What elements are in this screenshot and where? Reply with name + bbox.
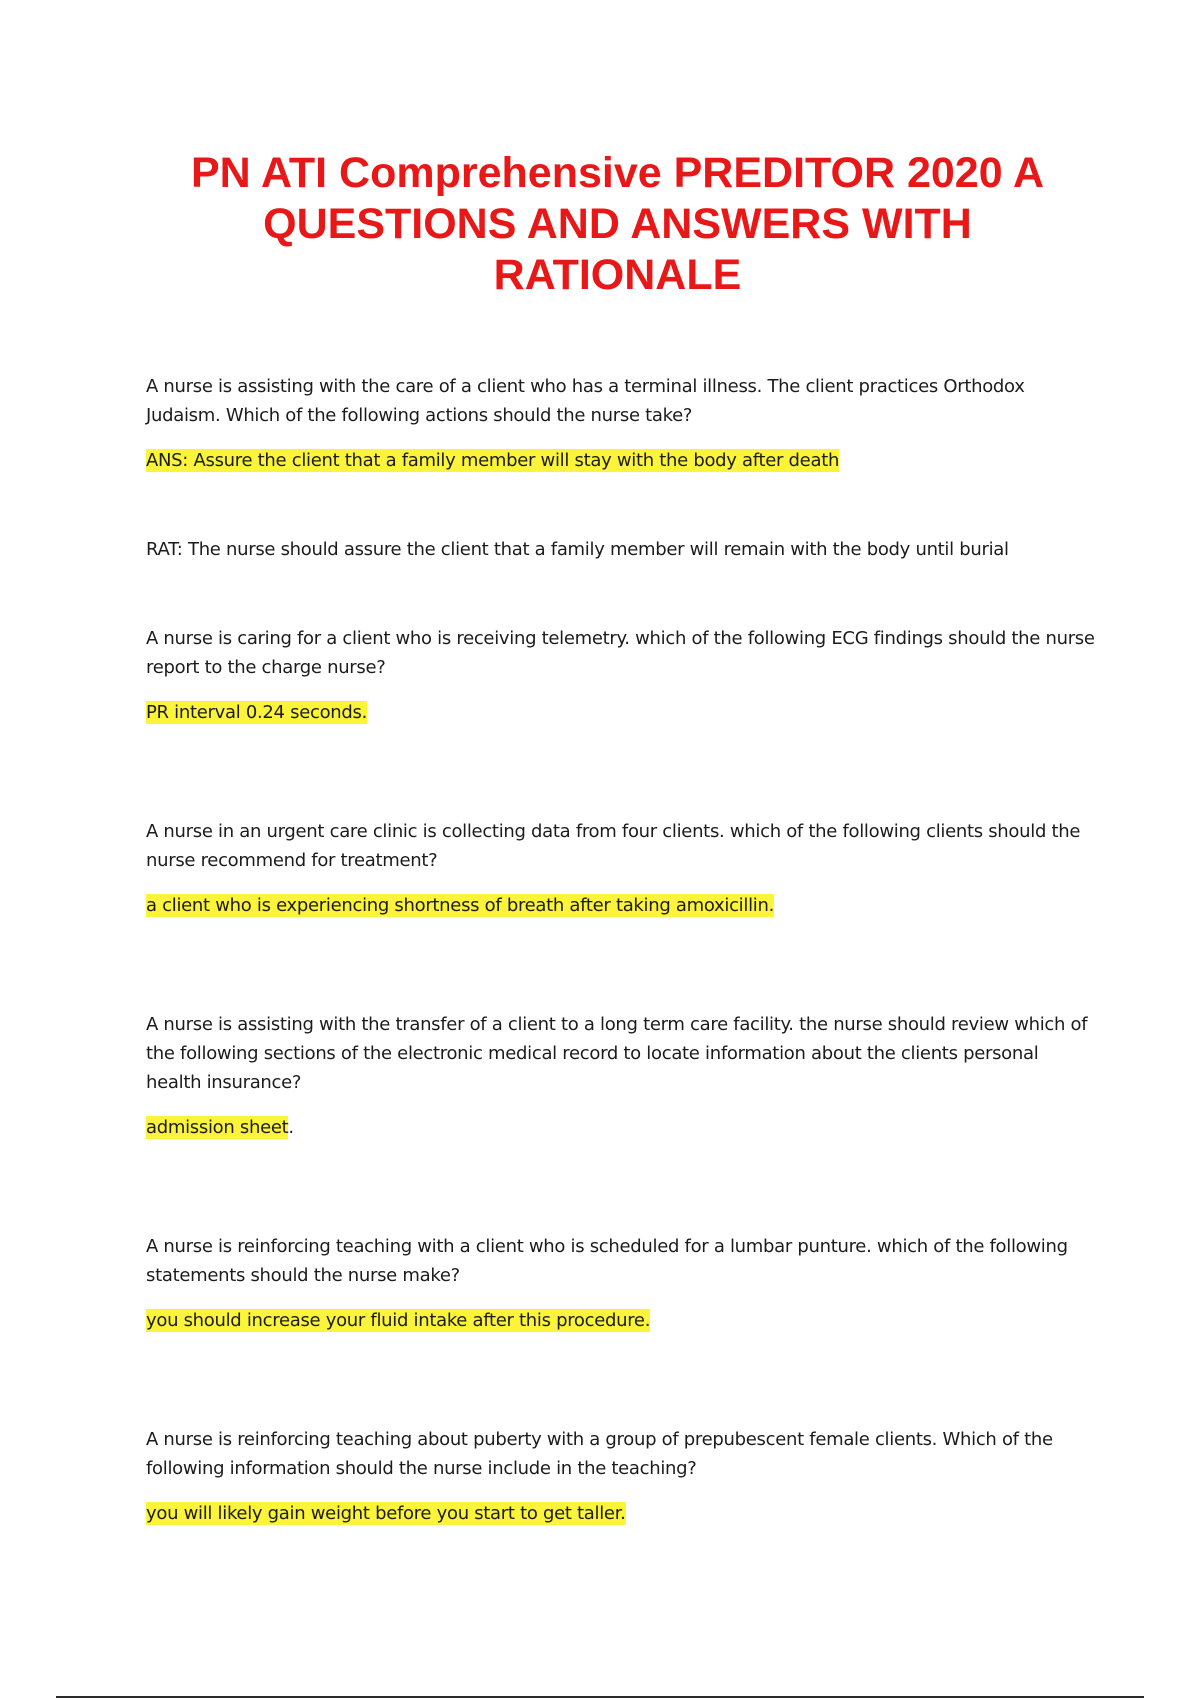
question-text: A nurse in an urgent care clinic is collecting data from four clients. which of the following clients should the nurse recommend for treatment? bbox=[146, 821, 1081, 871]
page-bottom-rule bbox=[56, 1696, 1144, 1698]
question-text: A nurse is assisting with the transfer of a client to a long term care facility. the nurse should review which of the following sections of the electronic medical record to locate information about the clients personal health insurance? bbox=[146, 1014, 1088, 1093]
document-title: PN ATI Comprehensive PREDITOR 2020 A QUESTIONS AND ANSWERS WITH RATIONALE bbox=[190, 149, 1045, 299]
question-text: A nurse is reinforcing teaching about puberty with a group of prepubescent female clients. Which of the following information should the nurse include in the teaching? bbox=[146, 1429, 1053, 1479]
qa-item bbox=[146, 817, 1096, 920]
answer-line bbox=[146, 1499, 1096, 1528]
rationale-text: RAT: The nurse should assure the client that a family member will remain with the body until burial bbox=[146, 539, 1009, 560]
answer-line bbox=[146, 1113, 1096, 1142]
qa-item bbox=[146, 1010, 1096, 1142]
answer-highlight: you should increase your fluid intake after this procedure. bbox=[146, 1310, 651, 1331]
answer-highlight: PR interval 0.24 seconds. bbox=[146, 702, 368, 723]
answer-highlight: a client who is experiencing shortness of breath after taking amoxicillin. bbox=[146, 895, 775, 916]
answer-highlight: ANS: Assure the client that a family member will stay with the body after death bbox=[146, 450, 840, 471]
answer-line bbox=[146, 446, 1096, 475]
qa-item bbox=[146, 1232, 1096, 1335]
qa-item bbox=[146, 372, 1096, 475]
question-text: A nurse is reinforcing teaching with a client who is scheduled for a lumbar punture. which of the following statements should the nurse make? bbox=[146, 1236, 1068, 1286]
answer-highlight: admission sheet bbox=[146, 1117, 289, 1138]
answer-line bbox=[146, 1306, 1096, 1335]
qa-item bbox=[146, 624, 1096, 727]
question-text: A nurse is caring for a client who is receiving telemetry. which of the following ECG findings should the nurse report to the charge nurse? bbox=[146, 628, 1095, 678]
question-text: A nurse is assisting with the care of a client who has a terminal illness. The client practices Orthodox Judaism. Which of the following actions should the nurse take? bbox=[146, 376, 1025, 426]
answer-suffix: . bbox=[288, 1117, 294, 1138]
answer-highlight: you will likely gain weight before you start to get taller. bbox=[146, 1503, 626, 1524]
answer-line bbox=[146, 698, 1096, 727]
answer-line bbox=[146, 891, 1096, 920]
qa-item bbox=[146, 1425, 1096, 1528]
qa-list bbox=[146, 372, 1096, 1618]
